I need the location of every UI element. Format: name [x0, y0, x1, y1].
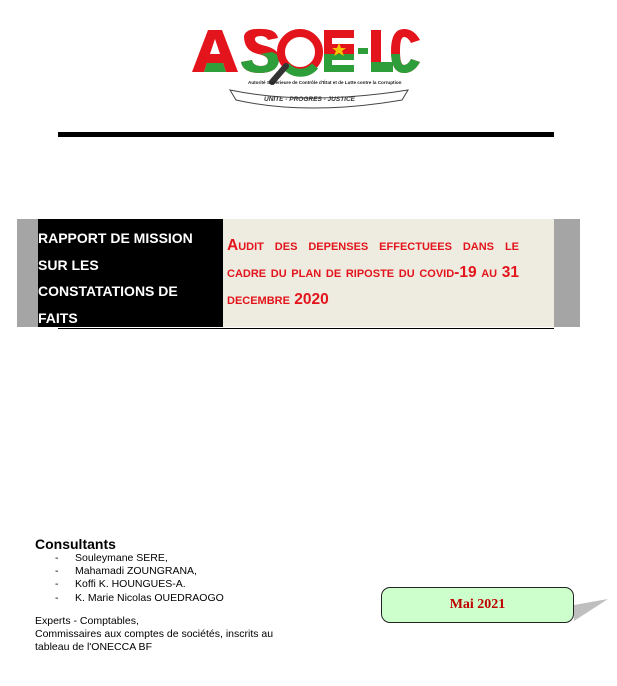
- banner-left-edge: [17, 219, 38, 327]
- consultants-list: [55, 552, 224, 605]
- description-line: Experts - Comptables,: [35, 615, 139, 627]
- consultants-heading: Consultants: [35, 536, 116, 552]
- list-item: - Koffi K. HOUNGUES-A.: [55, 578, 186, 591]
- asce-lc-logo-graphic: [188, 26, 424, 118]
- report-main-title: Audit des depenses effectuees dans le cadre du plan de riposte du covid-19 au 31 decembre 2020: [227, 237, 519, 308]
- date-badge: [381, 587, 574, 623]
- report-type-title: RAPPORT DE MISSION SUR LES CONSTATATIONS DE FAITS: [38, 230, 193, 326]
- consultant-name: Koffi K. HOUNGUES-A.: [75, 578, 186, 591]
- list-item: - Mahamadi ZOUNGRANA,: [55, 565, 197, 578]
- description-line: Commissaires aux comptes de sociétés, inscrits au: [35, 628, 274, 640]
- svg-text:UNITE - PROGRES - JUSTICE: UNITE - PROGRES - JUSTICE: [264, 96, 356, 103]
- arrow-shape: [574, 597, 610, 625]
- consultant-name: K. Marie Nicolas OUEDRAOGO: [75, 591, 224, 604]
- consultants-description: [35, 615, 273, 654]
- list-item: - Souleymane SERE,: [55, 552, 168, 564]
- asce-lc-logo: [188, 26, 424, 118]
- banner-underline: [58, 328, 554, 329]
- report-date: Mai 2021: [449, 597, 506, 612]
- banner-right-edge: [554, 219, 580, 327]
- svg-text:Autorité Supérieure de Contrôl: Autorité Supérieure de Contrôle d'État et de Lutte contre la Corruption: [248, 80, 402, 85]
- list-item: - K. Marie Nicolas OUEDRAOGO: [55, 591, 224, 604]
- description-line: tableau de l'ONECCA BF: [35, 641, 152, 653]
- consultant-name: Souleymane SERE,: [75, 552, 168, 564]
- consultant-name: Mahamadi ZOUNGRANA,: [75, 565, 197, 578]
- header-rule: [58, 132, 554, 137]
